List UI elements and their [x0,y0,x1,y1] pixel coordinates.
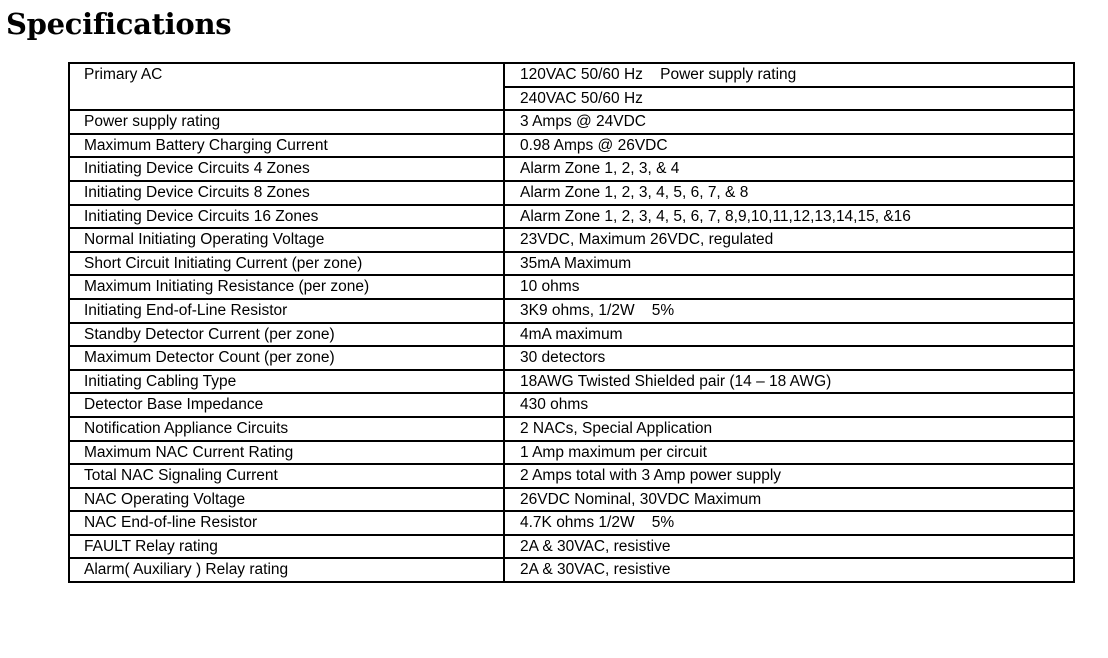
spec-value: 35mA Maximum [504,252,1074,276]
spec-label: Standby Detector Current (per zone) [69,323,504,347]
table-row [69,275,1074,299]
spec-value: Alarm Zone 1, 2, 3, 4, 5, 6, 7, & 8 [504,181,1074,205]
table-row [69,346,1074,370]
page-title: Specifications [6,7,232,41]
table-row [69,228,1074,252]
spec-value: Alarm Zone 1, 2, 3, & 4 [504,157,1074,181]
table-row [69,393,1074,417]
spec-value: Alarm Zone 1, 2, 3, 4, 5, 6, 7, 8,9,10,11,12,13,14,15, &16 [504,205,1074,229]
spec-label: Total NAC Signaling Current [69,464,504,488]
spec-label: Power supply rating [69,110,504,134]
spec-label: Notification Appliance Circuits [69,417,504,441]
table-row [69,511,1074,535]
table-row [69,464,1074,488]
spec-label: FAULT Relay rating [69,535,504,559]
table-row [69,299,1074,323]
table-row [69,181,1074,205]
spec-label: Maximum Detector Count (per zone) [69,346,504,370]
spec-label: Normal Initiating Operating Voltage [69,228,504,252]
spec-label: Maximum NAC Current Rating [69,441,504,465]
spec-label: Short Circuit Initiating Current (per zone) [69,252,504,276]
table-row-primary-ac [69,63,1074,87]
spec-label: Initiating Device Circuits 16 Zones [69,205,504,229]
spec-value: 18AWG Twisted Shielded pair (14 – 18 AWG) [504,370,1074,394]
specifications-table [68,62,1075,583]
spec-label: Detector Base Impedance [69,393,504,417]
spec-label: Maximum Battery Charging Current [69,134,504,158]
table-row [69,441,1074,465]
spec-value: 430 ohms [504,393,1074,417]
table-row [69,205,1074,229]
spec-label: Maximum Initiating Resistance (per zone) [69,275,504,299]
spec-value: 3K9 ohms, 1/2W 5% [504,299,1074,323]
spec-label: Initiating End-of-Line Resistor [69,299,504,323]
table-row [69,558,1074,582]
spec-value-primary-ac-240: 240VAC 50/60 Hz [504,87,1074,111]
table-row [69,488,1074,512]
table-row [69,370,1074,394]
spec-value: 26VDC Nominal, 30VDC Maximum [504,488,1074,512]
table-row [69,417,1074,441]
specifications-table-body [69,63,1074,582]
spec-label: Initiating Device Circuits 4 Zones [69,157,504,181]
table-row [69,110,1074,134]
table-row [69,157,1074,181]
spec-label-primary-ac: Primary AC [69,63,504,110]
spec-label: Initiating Device Circuits 8 Zones [69,181,504,205]
spec-value-primary-ac-120: 120VAC 50/60 Hz Power supply rating [504,63,1074,87]
table-row [69,252,1074,276]
spec-value: 2 NACs, Special Application [504,417,1074,441]
table-row [69,323,1074,347]
spec-value: 2A & 30VAC, resistive [504,535,1074,559]
spec-value: 2 Amps total with 3 Amp power supply [504,464,1074,488]
table-row [69,134,1074,158]
spec-value: 4.7K ohms 1/2W 5% [504,511,1074,535]
spec-value: 4mA maximum [504,323,1074,347]
spec-value: 2A & 30VAC, resistive [504,558,1074,582]
spec-value: 30 detectors [504,346,1074,370]
spec-label: Alarm( Auxiliary ) Relay rating [69,558,504,582]
spec-value: 0.98 Amps @ 26VDC [504,134,1074,158]
spec-value: 10 ohms [504,275,1074,299]
table-row [69,535,1074,559]
spec-value: 1 Amp maximum per circuit [504,441,1074,465]
spec-label: Initiating Cabling Type [69,370,504,394]
spec-value: 3 Amps @ 24VDC [504,110,1074,134]
spec-label: NAC End-of-line Resistor [69,511,504,535]
spec-value: 23VDC, Maximum 26VDC, regulated [504,228,1074,252]
spec-label: NAC Operating Voltage [69,488,504,512]
